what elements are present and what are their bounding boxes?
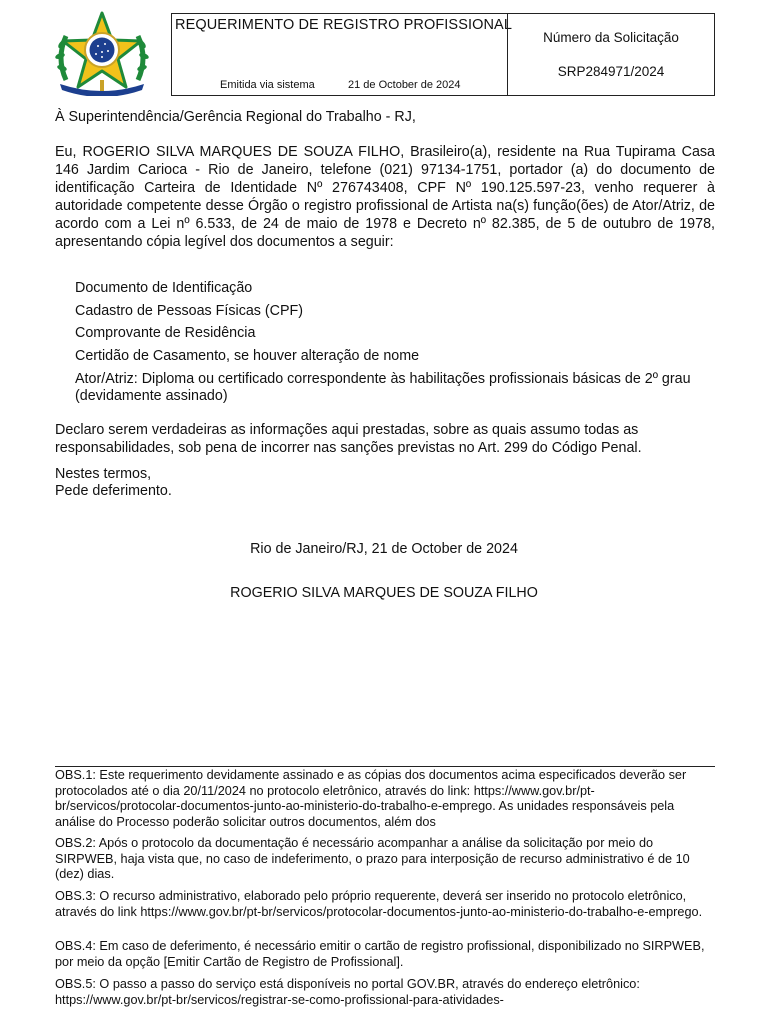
document-list-item: Certidão de Casamento, se houver alteração de nome [75,348,420,364]
issued-date: 21 de October de 2024 [348,79,461,91]
place-and-date: Rio de Janeiro/RJ, 21 de October de 2024 [250,541,518,557]
signer-name: ROGERIO SILVA MARQUES DE SOUZA FILHO [230,585,538,601]
closing [55,466,172,499]
document-list-item: Cadastro de Pessoas Físicas (CPF) [75,303,304,319]
brazil-coat-of-arms-icon [52,10,152,96]
observation-note: OBS.5: O passo a passo do serviço está disponíveis no portal GOV.BR, através do endereço eletrônico: https://www.gov.br/pt-br/servicos/registrar-se-como-profissional-para-atividades- [55,977,640,1007]
document-list-item [75,371,691,405]
footer-divider [55,766,715,767]
closing-line-2: Pede deferimento. [55,482,172,499]
observation-note: OBS.1: Este requerimento devidamente assinado e as cópias dos documentos acima especificados deverão ser protocolados até o dia 20/11/2024 no protocolo eletrônico, através do link: https://www.gov.br/pt-br/servicos/protocolar-documentos-junto-ao-ministerio-do-trabalho-e-emprego. As unidades responsáveis pela análise do Processo poderão solicitar outros documentos, além dos [55,768,687,829]
request-number-box [507,13,715,96]
observation-note: OBS.2: Após o protocolo da documentação é necessário acompanhar a análise da solicitação por meio do SIRPWEB, haja vista que, no caso de indeferimento, o prazo para interposição de recurso administrativo é de 10 (dez) dias. [55,836,690,881]
document-title: REQUERIMENTO DE REGISTRO PROFISSIONAL [175,17,512,33]
truth-statement: Declaro serem verdadeiras as informações aqui prestadas, sobre as quais assumo todas as responsabilidades, sob pena de incorrer nas sanções previstas no Art. 299 do Código Penal. [55,422,642,456]
observation-note: OBS.4: Em caso de deferimento, é necessário emitir o cartão de registro profissional, disponibilizado no SIRPWEB, por meio da opção [Emitir Cartão de Registro de Profissional]. [55,939,705,969]
observation-note: OBS.3: O recurso administrativo, elaborado pelo próprio requerente, deverá ser inserido no protocolo eletrônico, através do link https://www.gov.br/pt-br/servicos/protocolar-documentos-junto-ao-ministerio-do-trabalho-e-emprego. [55,889,703,919]
request-title-box [171,13,512,96]
declaration-paragraph: Eu, ROGERIO SILVA MARQUES DE SOUZA FILHO, Brasileiro(a), residente na Rua Tupirama Casa 146 Jardim Carioca - Rio de Janeiro, telefone (021) 97134-1751, portador (a) do documento de identificação Carteira de Identidade Nº 276743408, CPF Nº 190.125.597-23, venho requerer à autoridade competente desse Órgão o registro profissional de Artista na(s) função(ões) de Ator/Atriz, de acordo com a Lei nº 6.533, de 24 de maio de 1978 e Decreto nº 82.385, de 5 de outubro de 1978, apresentando cópia legível dos documentos a seguir: [55,144,715,250]
issued-label: Emitida via sistema [220,79,315,91]
closing-line-1: Nestes termos, [55,466,152,482]
document-list-item: Comprovante de Residência [75,325,256,341]
document-list-item: Documento de Identificação [75,280,253,296]
document-list-item-note: (devidamente assinado) [75,388,228,404]
addressee: À Superintendência/Gerência Regional do Trabalho - RJ, [55,109,416,125]
request-number-label: Número da Solicitação [543,30,679,45]
document-list-item-text: Ator/Atriz: Diploma ou certificado correspondente às habilitações profissionais básicas de 2º grau [75,371,691,387]
request-number-value: SRP284971/2024 [557,64,665,79]
